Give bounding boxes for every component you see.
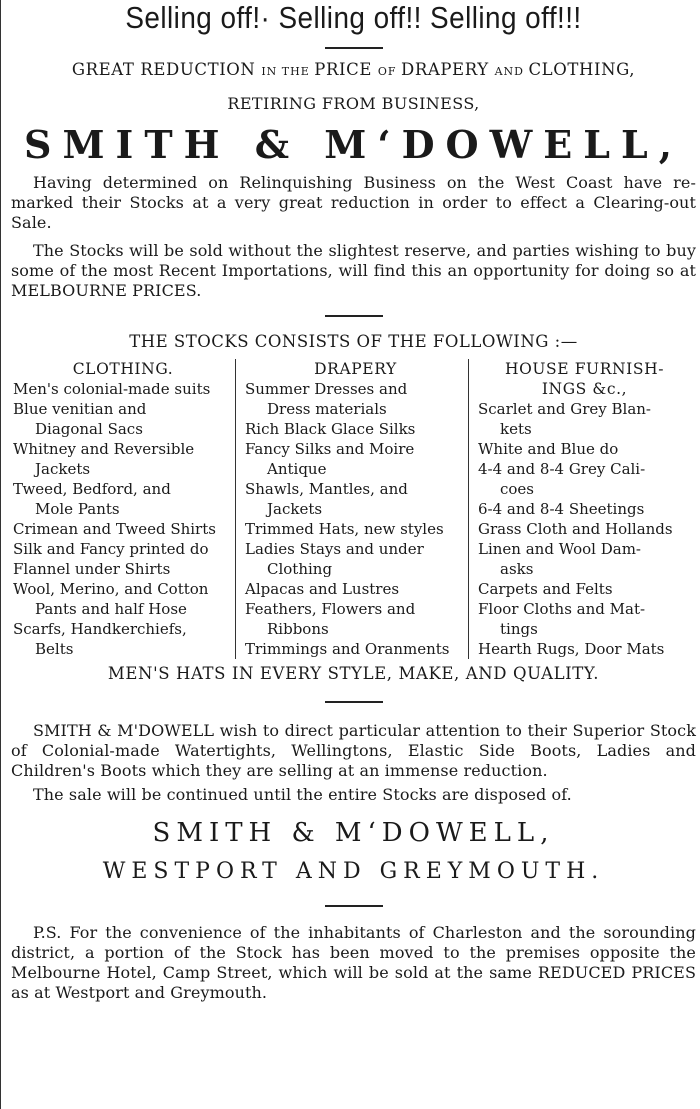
list-item: Blue venitian and Diagonal Sacs xyxy=(13,400,147,438)
stocks-heading: THE STOCKS CONSISTS OF THE FOLLOWING :— xyxy=(129,332,578,351)
reduction-small: OF xyxy=(377,65,401,78)
divider-rule xyxy=(325,315,383,317)
list-item: Fancy Silks and Moire Antique xyxy=(245,440,415,478)
column-clothing xyxy=(11,359,235,659)
firm-name-large: SMITH & M‘DOWELL, xyxy=(24,122,683,167)
list-item: Alpacas and Lustres xyxy=(245,580,400,598)
list-item: Summer Dresses and Dress materials xyxy=(245,380,408,418)
boots-paragraph: SMITH & M'DOWELL wish to direct particular attention to their Superior Stock of Colonial-made Watertights, Wellingtons, Elastic Side Boots, Ladies and Children's Boots which they are selling at an immense reduction. xyxy=(11,721,696,780)
list-item: Floor Cloths and Mat- tings xyxy=(478,600,646,638)
list-item: Ladies Stays and under Clothing xyxy=(245,540,424,578)
list-item: 4-4 and 8-4 Grey Cali- coes xyxy=(478,460,646,498)
retiring-line: RETIRING FROM BUSINESS, xyxy=(227,94,480,113)
reduction-part: PRICE xyxy=(314,60,378,79)
list-item: Scarlet and Grey Blan- kets xyxy=(478,400,651,438)
list-item: Linen and Wool Dam- asks xyxy=(478,540,641,578)
list-item: Feathers, Flowers and Ribbons xyxy=(245,600,416,638)
column-title: HOUSE FURNISH- xyxy=(504,360,665,378)
list-item: Rich Black Glace Silks xyxy=(245,420,416,438)
list-item: Crimean and Tweed Shirts xyxy=(13,520,216,538)
column-house-furnishings xyxy=(468,359,693,659)
list-item: Shawls, Mantles, and Jackets xyxy=(245,480,408,518)
headline: Selling off!· Selling off!! Selling off!!! xyxy=(125,0,582,35)
reduction-small: IN THE xyxy=(261,65,315,78)
reduction-part: DRAPERY xyxy=(400,60,495,79)
list-item: Hearth Rugs, Door Mats xyxy=(478,640,665,658)
list-item: Trimmed Hats, new styles xyxy=(245,520,444,538)
reduction-part: GREAT REDUCTION xyxy=(71,60,262,79)
column-title-continued: INGS &c., xyxy=(541,380,628,398)
postscript-paragraph: P.S. For the convenience of the inhabitants of Charleston and the sorounding district, a portion of the Stock has been moved to the premises opposite the Melbourne Hotel, Camp Street, which will be sold at the same REDUCED PRICES as at Westport and Greymouth. xyxy=(11,923,696,1002)
list-item: Whitney and Reversible Jackets xyxy=(13,440,195,478)
reduction-part: CLOTHING, xyxy=(528,60,636,79)
stock-columns xyxy=(11,359,696,659)
divider-rule xyxy=(325,905,383,907)
list-item: Tweed, Bedford, and Mole Pants xyxy=(13,480,171,518)
divider-rule xyxy=(325,47,383,49)
list-item: Men's colonial-made suits xyxy=(13,380,211,398)
column-title: CLOTHING. xyxy=(72,360,174,378)
intro-paragraph: Having determined on Relinquishing Business on the West Coast have re-marked their Stocks at a very great reduction in order to effect a Clearing-out Sale. xyxy=(11,173,696,232)
divider-rule xyxy=(325,701,383,703)
reduction-small: AND xyxy=(494,65,529,78)
list-item: Wool, Merino, and Cotton Pants and half Hose xyxy=(13,580,209,618)
column-drapery xyxy=(235,359,468,659)
list-item: 6-4 and 8-4 Sheetings xyxy=(478,500,645,518)
list-item: Grass Cloth and Hollands xyxy=(478,520,673,538)
reduction-line xyxy=(11,59,696,83)
sale-continued-line: The sale will be continued until the entire Stocks are disposed of. xyxy=(33,785,572,804)
list-item: White and Blue do xyxy=(478,440,619,458)
hats-line: MEN'S HATS IN EVERY STYLE, MAKE, AND QUALITY. xyxy=(107,664,600,683)
intro-paragraph: The Stocks will be sold without the slightest reserve, and parties wishing to buy some of the most Recent Importations, will find this an opportunity for doing so at MELBOURNE PRICES. xyxy=(11,241,696,300)
towns-line: WESTPORT AND GREYMOUTH. xyxy=(102,859,605,884)
list-item: Carpets and Felts xyxy=(478,580,613,598)
list-item: Silk and Fancy printed do xyxy=(13,540,209,558)
list-item: Trimmings and Oranments xyxy=(245,640,450,658)
column-title: DRAPERY xyxy=(314,360,397,378)
list-item: Scarfs, Handkerchiefs, Belts xyxy=(13,620,187,658)
list-item: Flannel under Shirts xyxy=(13,560,171,578)
firm-name-medium: SMITH & M‘DOWELL, xyxy=(152,818,555,848)
